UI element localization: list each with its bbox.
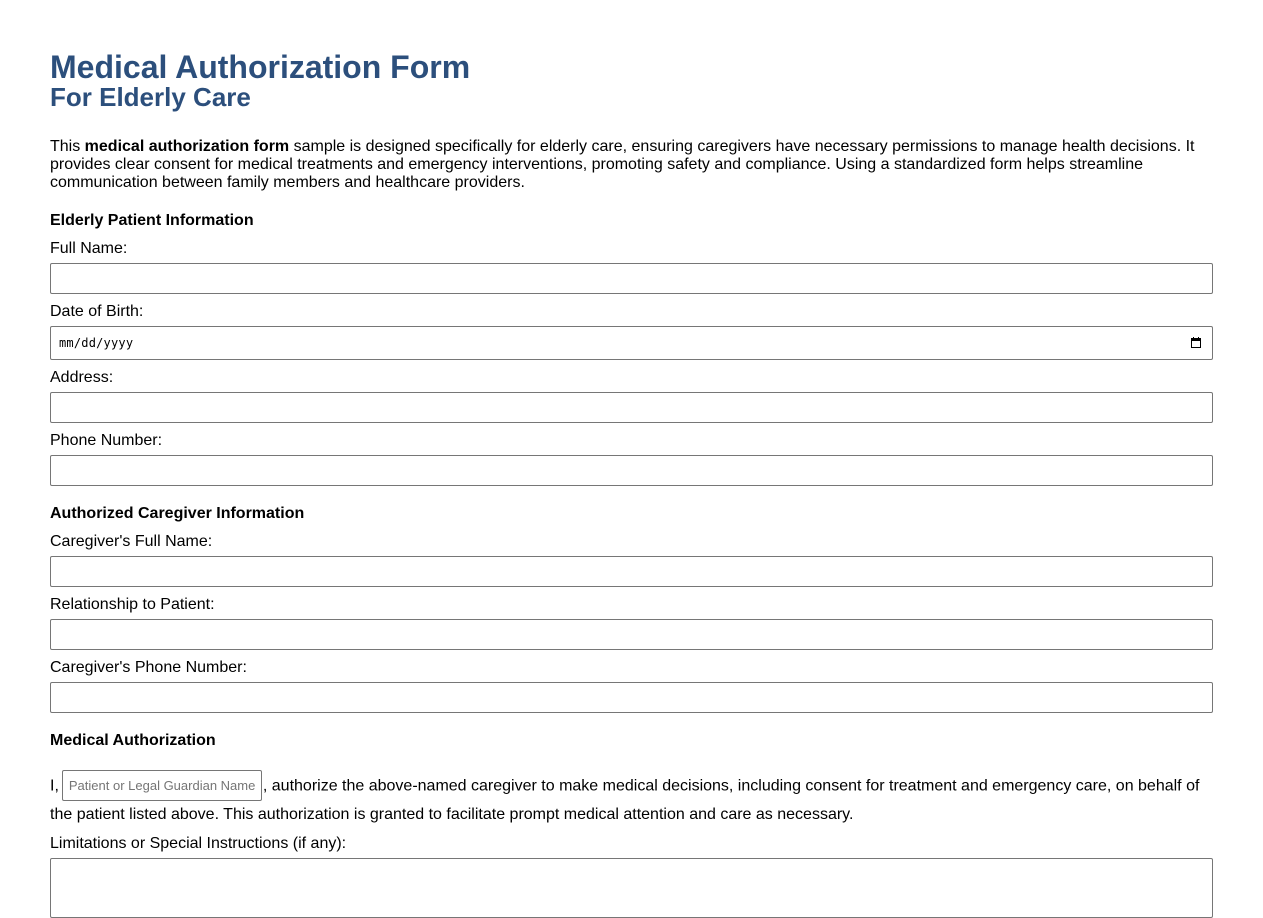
dob-placeholder: mm/dd/yyyy	[59, 336, 134, 350]
guardian-name-input[interactable]	[62, 770, 262, 801]
authorization-text: , authorize the above-named caregiver to make medical decisions, including consent for treatment and emergency care, on behalf of the patient listed above. This authorization is granted to facilitate prompt medical attention and care as necessary.	[50, 777, 1200, 823]
patient-address-input[interactable]	[50, 392, 1213, 423]
patient-address-label: Address:	[50, 369, 114, 386]
limitations-label: Limitations or Special Instructions (if any):	[50, 835, 347, 852]
authorization-prefix: I,	[50, 777, 59, 795]
page-title: Medical Authorization Form	[50, 49, 471, 85]
authorization-section-title: Medical Authorization	[50, 732, 216, 749]
caregiver-full-name-label: Caregiver's Full Name:	[50, 533, 213, 550]
patient-full-name-label: Full Name:	[50, 240, 128, 257]
patient-full-name-input[interactable]	[50, 263, 1213, 294]
page-subtitle: For Elderly Care	[50, 82, 251, 112]
intro-lead: This	[50, 138, 85, 155]
caregiver-section-title: Authorized Caregiver Information	[50, 505, 305, 522]
authorization-statement	[50, 771, 1213, 827]
patient-dob-input[interactable]	[50, 326, 1213, 360]
caregiver-relationship-label: Relationship to Patient:	[50, 596, 215, 613]
patient-section-title: Elderly Patient Information	[50, 212, 254, 229]
caregiver-phone-input[interactable]	[50, 682, 1213, 713]
intro-bold: medical authorization form	[84, 138, 290, 155]
patient-phone-label: Phone Number:	[50, 432, 163, 449]
intro-paragraph	[50, 138, 1213, 192]
patient-dob-label: Date of Birth:	[50, 303, 144, 320]
calendar-icon[interactable]	[1191, 337, 1201, 348]
limitations-textarea[interactable]	[50, 858, 1213, 918]
caregiver-phone-label: Caregiver's Phone Number:	[50, 659, 247, 676]
intro-rest: sample is designed specifically for elderly care, ensuring caregivers have necessary permissions to manage health decisions. It provides clear consent for medical treatments and emergency interventions, promoting safety and compliance. Using a standardized form helps streamline communication between family members and healthcare providers.	[50, 138, 1195, 191]
patient-phone-input[interactable]	[50, 455, 1213, 486]
caregiver-relationship-input[interactable]	[50, 619, 1213, 650]
caregiver-full-name-input[interactable]	[50, 556, 1213, 587]
